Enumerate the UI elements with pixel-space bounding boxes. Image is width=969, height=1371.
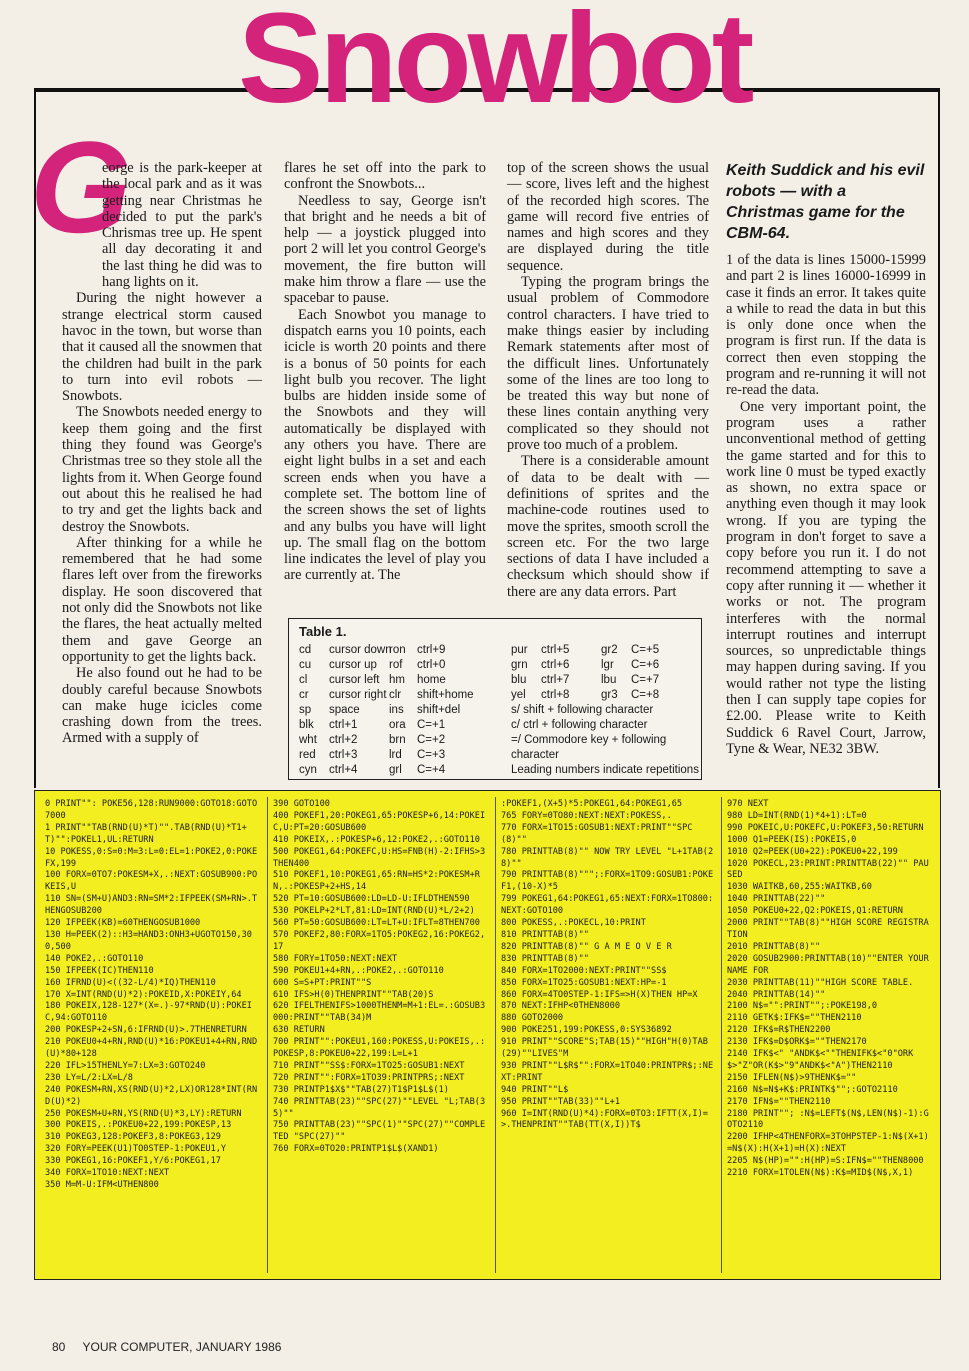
paragraph: Needless to say, George isn't that bright and he needs a bit of help — a joystick plugged into port 2 will let you control George's movement, the fire button will make him throw a flare — use the spacebar to pause. [284,192,486,307]
column-4 [726,160,926,757]
table-row: pur ctrl+5 gr2 C=+5 [511,644,660,656]
paragraph: The Snowbots needed energy to keep them going and the first thing they found was George's Christmas tree so they stole all the lights from it. When George found out about this he realised he had to try and get the lights back and destroy the Snowbots. [62,404,262,535]
table-row: cu cursor up rof ctrl+0 [299,659,446,671]
table-row: cyn ctrl+4 grl C=+4 [299,764,446,776]
table-row: blu ctrl+7 lbu C=+7 [511,674,660,686]
table-row: yel ctrl+8 gr3 C=+8 [511,689,660,701]
paragraph: He also found out he had to be doubly careful because Snowbots can make huge icicles come crashing down from the trees. Armed with a supply of [62,665,262,747]
table-row: sp space ins shift+del [299,704,461,716]
column-2 [284,160,486,584]
table-note: =/ Commodore key + following character [511,734,667,761]
column-1 [62,160,262,747]
paragraph: After thinking for a while he remembered that he had some flares left over from the fireworks display. He soon discovered that not only did the Snowbots not like the flares, the heat actually melted them and gave George an opportunity to get the lights back. [62,534,262,665]
table-title: Table 1. [299,624,347,639]
listing-divider [721,797,722,1273]
paragraph: One very important point, the program uses a rather unconventional method of getting the game started and for this to work line 0 must be typed exactly as shown, no extra space or anything even though it may look wrong. If you are typing the program in don't forget to save a copy before you run it. I do not recommend attempting to save a copy after running it — whether it works or not. The program interferes with the normal interrupt routines and interrupt sources, so unpredictable things may happen during saving. If you would rather not type the listing then I can supply tape copies for £2.00. Please write to Keith Suddick 6 Ravel Court, Jarrow, Tyne & Wear, NE32 3BW. [726,398,926,757]
listing-column-4: 970 NEXT 980 LD=INT(RND(1)*4+1):LT=0 990 POKEIC,U:POKEFC,U:POKEF3,50:RETURN 1000 Q1=PEEK(IS):POKEIS,0 1010 Q2=PEEK(U0+22):POKEU0+22,199 1020 POKECL,23:PRINT:PRINTTAB(22)"" PAUSED 1030 WAITKB,60,255:WAITKB,60 1040 PRINTTAB(22)"" 1050 POKEU0+22,Q2:POKEIS,Q1:RETURN 2000 PRINT""TAB(8)""HIGH SCORE REGISTRATION 2010 PRINTTAB(8)"" 2020 GOSUB2900:PRINTTAB(10)""ENTER YOUR NAME FOR 2030 PRINTTAB(11)""HIGH SCORE TABLE. 2040 PRINTTAB(14)"" 2100 N$="":PRINT"";:POKE198,0 2110 GETK$:IFK$=""THEN2110 2120 IFK$=R$THEN2200 2130 IFK$=D$ORK$=""THEN2170 2140 IFK$<" "ANDK$<""THENIFK$<"0"ORK$>"Z"OR(K$>"9"ANDK$<"A")THEN2110 2150 IFLEN(N$)>9THENK$="" 2160 N$=N$+K$:PRINTK$"";:GOTO2110 2170 IFN$=""THEN2110 2180 PRINT""; :N$=LEFT$(N$,LEN(N$)-1):GOTO2110 2200 IFHP<4THENFORX=3TOHPSTEP-1:N$(X+1)=N$(X):H(X+1)=H(X):NEXT 2205 N$(HP)="":H(HP)=S:IFN$=""THEN8000 2210 FORX=1TOLEN(N$):K$=MID$(N$,X,1) [727,799,929,1179]
page-number: 80 [52,1340,66,1354]
program-listing [34,790,941,1280]
standfirst: Keith Suddick and his evil robots — with a Christmas game for the CBM-64. [726,162,925,242]
article-title: Snowbot [238,0,751,130]
table-row: grn ctrl+6 lgr C=+6 [511,659,660,671]
drop-cap: G [30,114,132,260]
paragraph: Typing the program brings the usual problem of Commodore control characters. I have tried to make things easier by including Remark statements after most of the difficult lines. Unfortunately some of the lines are too long to be treated this way but none of these lines contain anything very complicated so they should not prove too much of a problem. [507,274,709,454]
paragraph: During the night however a strange electrical storm caused havoc in the town, but worse than that it caused all the snowmen that the children had built in the park to turn into evil robots — Snowbots. [62,290,262,405]
listing-column-2: 390 GOTO100 400 POKEF1,20:POKEG1,65:POKESP+6,14:POKEIC,U:PT=20:GOSUB600 410 POKEIX,.:POKESP+6,12:POKE2,.:GOTO110 500 POKEG1,64:POKEFC,U:HS=FNB(H)-2:IFHS>3THEN400 510 POKEF1,10:POKEG1,65:RN=HS*2:POKESM+RN,.:POKESP+2+HS,14 520 PT=10:GOSUB600:LD=LD-U:IFLDTHEN590 530 POKELP+2*LT,81:LD=INT(RND(U)*L/2+2) 560 PT=50:GOSUB600:LT=LT+U:IFLT=8THEN700 570 POKEF2,80:FORX=1TO5:POKEG2,16:POKEG2,17 580 FORY=1TO50:NEXT:NEXT 590 POKEU1+4+RN,.:POKE2,.:GOTO110 600 S=S+PT:PRINT""S 610 IFS>H(0)THENPRINT""TAB(20)S 620 IFELTHENIFS>1000THENM=M+1:EL=.:GOSUB3000:PRINT""TAB(34)M 630 RETURN 700 PRINT"":POKEU1,160:POKESS,U:POKEIS,.:POKESP,8:POKEU0+22,199:L=L+1 710 PRINT""SS$:FORX=1TO25:GOSUB1:NEXT 720 PRINT"":FORX=1TO39:PRINTPRS;:NEXT 730 PRINTP1$X$""TAB(27)T1$P1$L$(1) 740 PRINTTAB(23)""SPC(27)""LEVEL "L;TAB(35)"" 750 PRINTTAB(23)""SPC(1)""SPC(27)""COMPLETED "SPC(27)"" 760 FORX=0TO20:PRINTP1$L$(XAND1) [273,799,486,1155]
page-footer [52,1340,281,1354]
listing-divider [267,797,268,1273]
table-row: wht ctrl+2 brn C=+2 [299,734,446,746]
table-row: red ctrl+3 lrd C=+3 [299,749,446,761]
magazine-issue: YOUR COMPUTER, JANUARY 1986 [82,1340,282,1354]
table-right-block [511,643,699,778]
column-3 [507,160,709,600]
listing-column-1: 0 PRINT"": POKE56,128:RUN9000:GOTO18:GOTO7000 1 PRINT""TAB(RND(U)*T)"".TAB(RND(U)*T1+T)"":POKEL1,UL:RETURN 10 POKESS,0:S=0:M=3:L=0:EL=1:POKE2,0:POKEFX,199 100 FORX=0TO7:POKESM+X,.:NEXT:GOSUB900:POKEIS,U 110 SN=(SM+U)AND3:RN=SM*2:IFPEEK(SM+RN>.THENGOSUB200 120 IFPEEK(KB)=60THENGOSUB1000 130 H=PEEK(2)::H3=HAND3:ONH3+UGOTO150,300,500 140 POKE2,.:GOTO110 150 IFPEEK(IC)THEN110 160 IFRND(U)<((32-L/4)*IQ)THEN110 170 X=INT(RND(U)*2):POKEID,X:POKEIY,64 180 POKEIX,128-127*(X=.)-97*RND(U):POKEIC,94:GOTO110 200 POKESP+2+SN,6:IFRND(U)>.7THENRETURN 210 POKEU0+4+RN,RND(U)*16:POKEU1+4+RN,RND(U)*80+128 220 IFL>15THENLY=7:LX=3:GOTO240 230 LY=L/2:LX=L/8 240 POKESM+RN,XS(RND(U)*2,LX)OR128*INT(RND(U)*2) 250 POKESM+U+RN,YS(RND(U)*3,LY):RETURN 300 POKEIS,.:POKEU0+22,199:POKESP,13 310 POKEG3,128:POKEF3,8:POKEG3,129 320 FORY=PEEK(U1)TO0STEP-1:POKEU1,Y 330 POKEG1,16:POKEF1,Y/6:POKEG1,17 340 FORX=1TO10:NEXT:NEXT 350 M=M-U:IFM<UTHEN800 [45,799,258,1190]
paragraph: eorge is the park-keeper at the local park and as it was getting near Christmas he decided to put the park's Chrismas tree up. He spent all day decorating it and the last thing he did was to hang lights on it. [102,160,262,291]
paragraph: flares he set off into the park to confront the Snowbots... [284,160,486,193]
paragraph: There is a considerable amount of data to be dealt with — definitions of sprites and the machine-code routines used to move the sprites, smooth scroll the screen etc. For the two large sections of data I have included a checksum which should show if there are any data errors. Part [507,453,709,600]
table-note: Leading numbers indicate repetitions [511,764,699,776]
table-note: s/ shift + following character [511,704,654,716]
paragraph: 1 of the data is lines 15000-15999 and part 2 is lines 16000-16999 in case it finds an error. It takes quite a while to read the data in but this is only done once when the program is first run. If the data is correct then even stopping the program and re-running it will not re-read the data. [726,252,926,399]
table-left-block [299,643,474,778]
table-1 [288,618,702,780]
paragraph: Each Snowbot you manage to dispatch earns you 10 points, each icicle is worth 20 points and there is a bonus of 50 points for each light bulb you recover. The light bulbs are hidden inside some of the Snowbots and they will automatically be displayed with any others you have. There are eight light bulbs in a set and each screen ends when you have a complete set. The bottom line of the screen shows the set of lights and any bulbs you have will light up. The small flag on the bottom line indicates the level of play you are currently at. The [284,306,486,584]
table-row: cl cursor left hm home [299,674,446,686]
side-rule-right [938,88,940,788]
table-note: c/ ctrl + following character [511,719,648,731]
listing-divider [495,797,496,1273]
table-row: cd cursor downron ctrl+9 [299,644,446,656]
table-row: blk ctrl+1 ora C=+1 [299,719,446,731]
table-row: cr cursor right clr shift+home [299,689,474,701]
listing-column-3: :POKEF1,(X+5)*5:POKEG1,64:POKEG1,65 765 FORY=0TO80:NEXT:NEXT:POKESS,. 770 FORX=1TO15:GOSUB1:NEXT:PRINT""SPC(8)"" 780 PRINTTAB(8)"" NOW TRY LEVEL "L+1TAB(28)"" 790 PRINTTAB(8)""";:FORX=1TO9:GOSUB1:POKEF1,(10-X)*5 799 POKEG1,64:POKEG1,65:NEXT:FORX=1TO800:NEXT:GOTO100 800 POKESS,.:POKECL,10:PRINT 810 PRINTTAB(8)"" 820 PRINTTAB(8)"" G A M E O V E R 830 PRINTTAB(8)"" 840 FORX=1TO2000:NEXT:PRINT""SS$ 850 FORX=1TO25:GOSUB1:NEXT:HP=-1 860 FORX=4TO0STEP-1:IFS=>H(X)THEN HP=X 870 NEXT:IFHP<0THEN8000 880 GOTO2000 900 POKE251,199:POKESS,0:SYS36892 910 PRINT""SCORE"S;TAB(15)""HIGH"H(0)TAB(29)""LIVES"M 930 PRINT""L$R$"":FORX=1TO40:PRINTPR$;:NEXT:PRINT 940 PRINT""L$ 950 PRINT""TAB(33)""L+1 960 I=INT(RND(U)*4):FORX=0TO3:IFTT(X,I)=>.THENPRINT""TAB(TT(X,I))T$ [501,799,714,1131]
paragraph: top of the screen shows the usual — score, lives left and the highest of the recorded high scores. The game will record five entries of names and high scores and they are displayed during the title sequence. [507,160,709,274]
